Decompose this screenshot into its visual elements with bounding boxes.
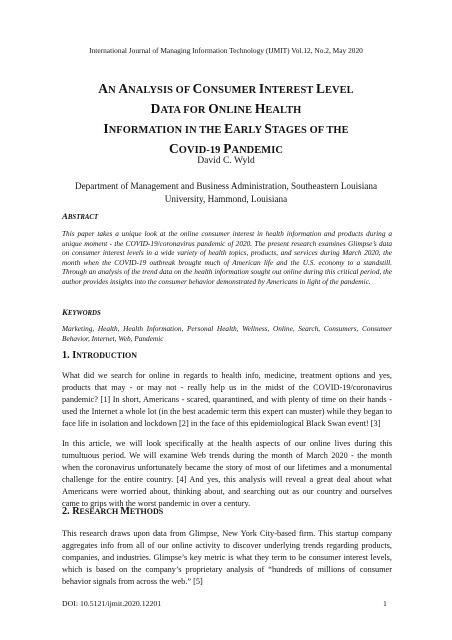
title-line-2: DATA FOR ONLINE HEALTH (150, 101, 302, 116)
section-1-heading: 1. INTRODUCTION (62, 350, 138, 361)
title-line-1: AN ANALYSIS OF CONSUMER INTEREST LEVEL (98, 81, 354, 96)
abstract-text: This paper takes a unique look at the online consumer interest in health information and products during a unique moment - the COVID-19/coronavirus pandemic of 2020. The present research examines Glimpse’s data on consumer interest levels in a wide variety of health topics, products, and services during March 2020, the month when the COVID-19 outbreak brought much of American life and the U.S. economy to a standstill. Through an analysis of the trend data on the health information sought out online during this critical period, the author provides insights into the consumer behavior demonstrated by Americans in light of the pandemic. (62, 229, 392, 286)
keywords-text: Marketing, Health, Health Information, Personal Health, Wellness, Online, Search, Consumers, Consumer Behavior, Internet, Web, Pandemic (62, 324, 392, 343)
author-name: David C. Wyld (197, 155, 255, 166)
section-2-paragraph-1: This research draws upon data from Glimpse, New York City-based firm. This startup company aggregates info from all of our online activity to discover underlying trends regarding products, companies, and industries. Glimpse’s key metric is what they term to be consumer interest levels, which is based on the company’s proprietary analysis of “hundreds of millions of consumer behavior signals from across the web.” [5] (62, 529, 392, 586)
page-number: 1 (383, 599, 387, 608)
title-line-4: COVID-19 PANDEMIC (169, 141, 283, 156)
affiliation-line-1: Department of Management and Business Administration, Southeastern Louisiana (74, 181, 378, 191)
abstract-heading: ABSTRACT (62, 211, 99, 221)
section-2-heading: 2. RESEARCH METHODS (62, 506, 164, 517)
affiliation-line-2: University, Hammond, Louisiana (164, 193, 288, 204)
keywords-heading: KEYWORDS (62, 307, 101, 317)
footer-doi: DOI: 10.5121/ijmit.2020.12201 (62, 599, 162, 608)
section-1-paragraph-1: What did we search for online in regards to health info, medicine, treatment options and yes, products that may - or may not - really help us in the midst of the COVID-19/coronavirus pandemic? [1] In short, Americans - scared, quarantined, and with plenty of time on their hands - used the Internet a whole lot (in the best academic term this expert can muster) while they began to face life in isolation and lockdown [2] in the face of this epidemiological Black Swan event! [3] (62, 371, 392, 428)
section-1-paragraph-2: In this article, we will look specifically at the health aspects of our online lives during this tumultuous period. We will examine Web trends during the month of March 2020 - the month when the coronavirus unfortunately became the story of most of our lifetimes and a monumental challenge for the entire country. [4] And yes, this analysis will reveal a great deal about what Americans were worried about, thinking about, and searching out as our country and ourselves came to grips with the worst pandemic in over a century. (62, 439, 392, 508)
paper-title (40, 80, 412, 160)
journal-header: International Journal of Managing Information Technology (IJMIT) Vol.12, No.2, May 2020 (89, 46, 363, 55)
affiliation (40, 180, 412, 205)
title-line-3: INFORMATION IN THE EARLY STAGES OF THE (103, 121, 349, 136)
